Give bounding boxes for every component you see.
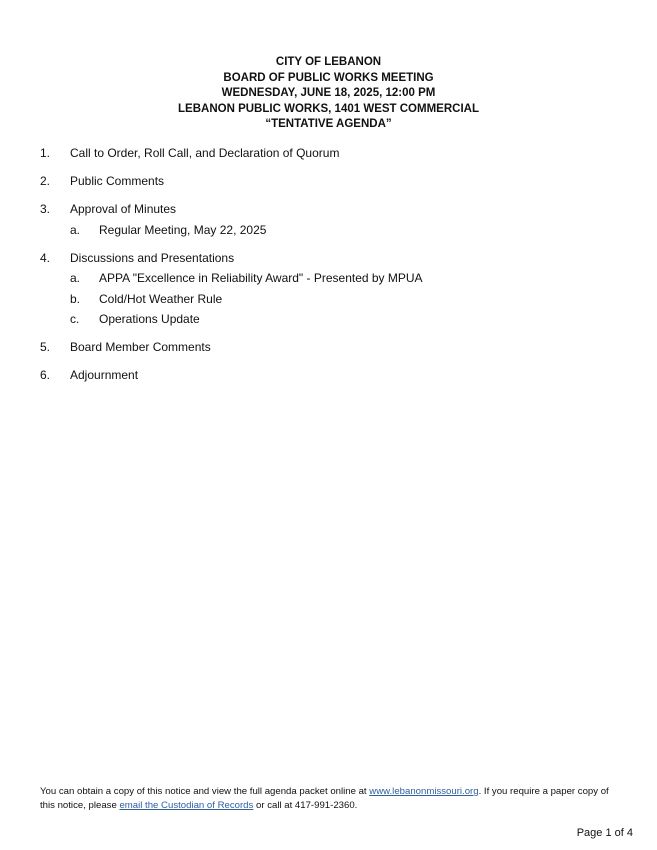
header-city: CITY OF LEBANON: [275, 56, 382, 68]
website-link[interactable]: www.lebanonmissouri.org: [369, 786, 479, 797]
agenda-item-text: Discussions and Presentations: [70, 250, 235, 265]
agenda-subitem-text: Cold/Hot Weather Rule: [99, 291, 223, 306]
agenda-item-1: [40, 145, 600, 161]
header-agenda-type: “TENTATIVE AGENDA”: [265, 118, 392, 131]
agenda-item-text: Public Comments: [70, 174, 165, 188]
agenda-subitem-letter: a.: [70, 271, 81, 285]
agenda-item-text: Call to Order, Roll Call, and Declaration of Quorum: [70, 146, 340, 160]
agenda-item-text: Board Member Comments: [70, 340, 211, 354]
agenda-item-number: 6.: [40, 368, 51, 382]
agenda-header: [0, 55, 657, 133]
agenda-subitem-4c: [40, 311, 600, 327]
agenda-item-number: 2.: [40, 174, 51, 188]
agenda-item-3: [40, 201, 600, 217]
agenda-item-2: [40, 173, 600, 189]
header-location: LEBANON PUBLIC WORKS, 1401 WEST COMMERCIAL: [178, 102, 479, 115]
agenda-subitem-text: Operations Update: [99, 312, 200, 326]
agenda-subitem-text: APPA "Excellence in Reliability Award" - Presented by MPUA: [99, 271, 423, 285]
agenda-subitem-4a: [40, 270, 600, 286]
agenda-subitem-letter: c.: [70, 312, 80, 326]
agenda-item-5: [40, 339, 600, 355]
footer-notice: [40, 785, 625, 812]
agenda-subitem-text: Regular Meeting, May 22, 2025: [99, 222, 267, 237]
header-board: BOARD OF PUBLIC WORKS MEETING: [223, 71, 434, 84]
page-number: Page 1 of 4: [576, 827, 633, 839]
agenda-subitem-4b: [40, 291, 600, 307]
agenda-item-text: Adjournment: [70, 368, 139, 382]
agenda-item-6: [40, 367, 600, 383]
agenda-item-number: 3.: [40, 202, 51, 216]
agenda-list: [40, 145, 600, 383]
footer-text-1: You can obtain a copy of this notice and view the full agenda packet online at: [40, 786, 370, 797]
agenda-item-4: [40, 250, 600, 266]
agenda-item-number: 4.: [40, 250, 51, 265]
header-date: WEDNESDAY, JUNE 18, 2025, 12:00 PM: [221, 87, 436, 100]
agenda-item-number: 5.: [40, 340, 51, 354]
agenda-subitem-3a: [40, 222, 600, 238]
footer-text-2: . If you require a paper copy of this notice, please: [40, 786, 609, 811]
agenda-item-text: Approval of Minutes: [70, 202, 177, 216]
email-custodian-link[interactable]: email the Custodian of Records: [119, 799, 254, 811]
agenda-subitem-letter: a.: [70, 222, 81, 237]
agenda-item-number: 1.: [40, 146, 51, 160]
footer-text-3: or call at 417-991-2360.: [253, 799, 358, 811]
agenda-subitem-letter: b.: [70, 291, 81, 306]
